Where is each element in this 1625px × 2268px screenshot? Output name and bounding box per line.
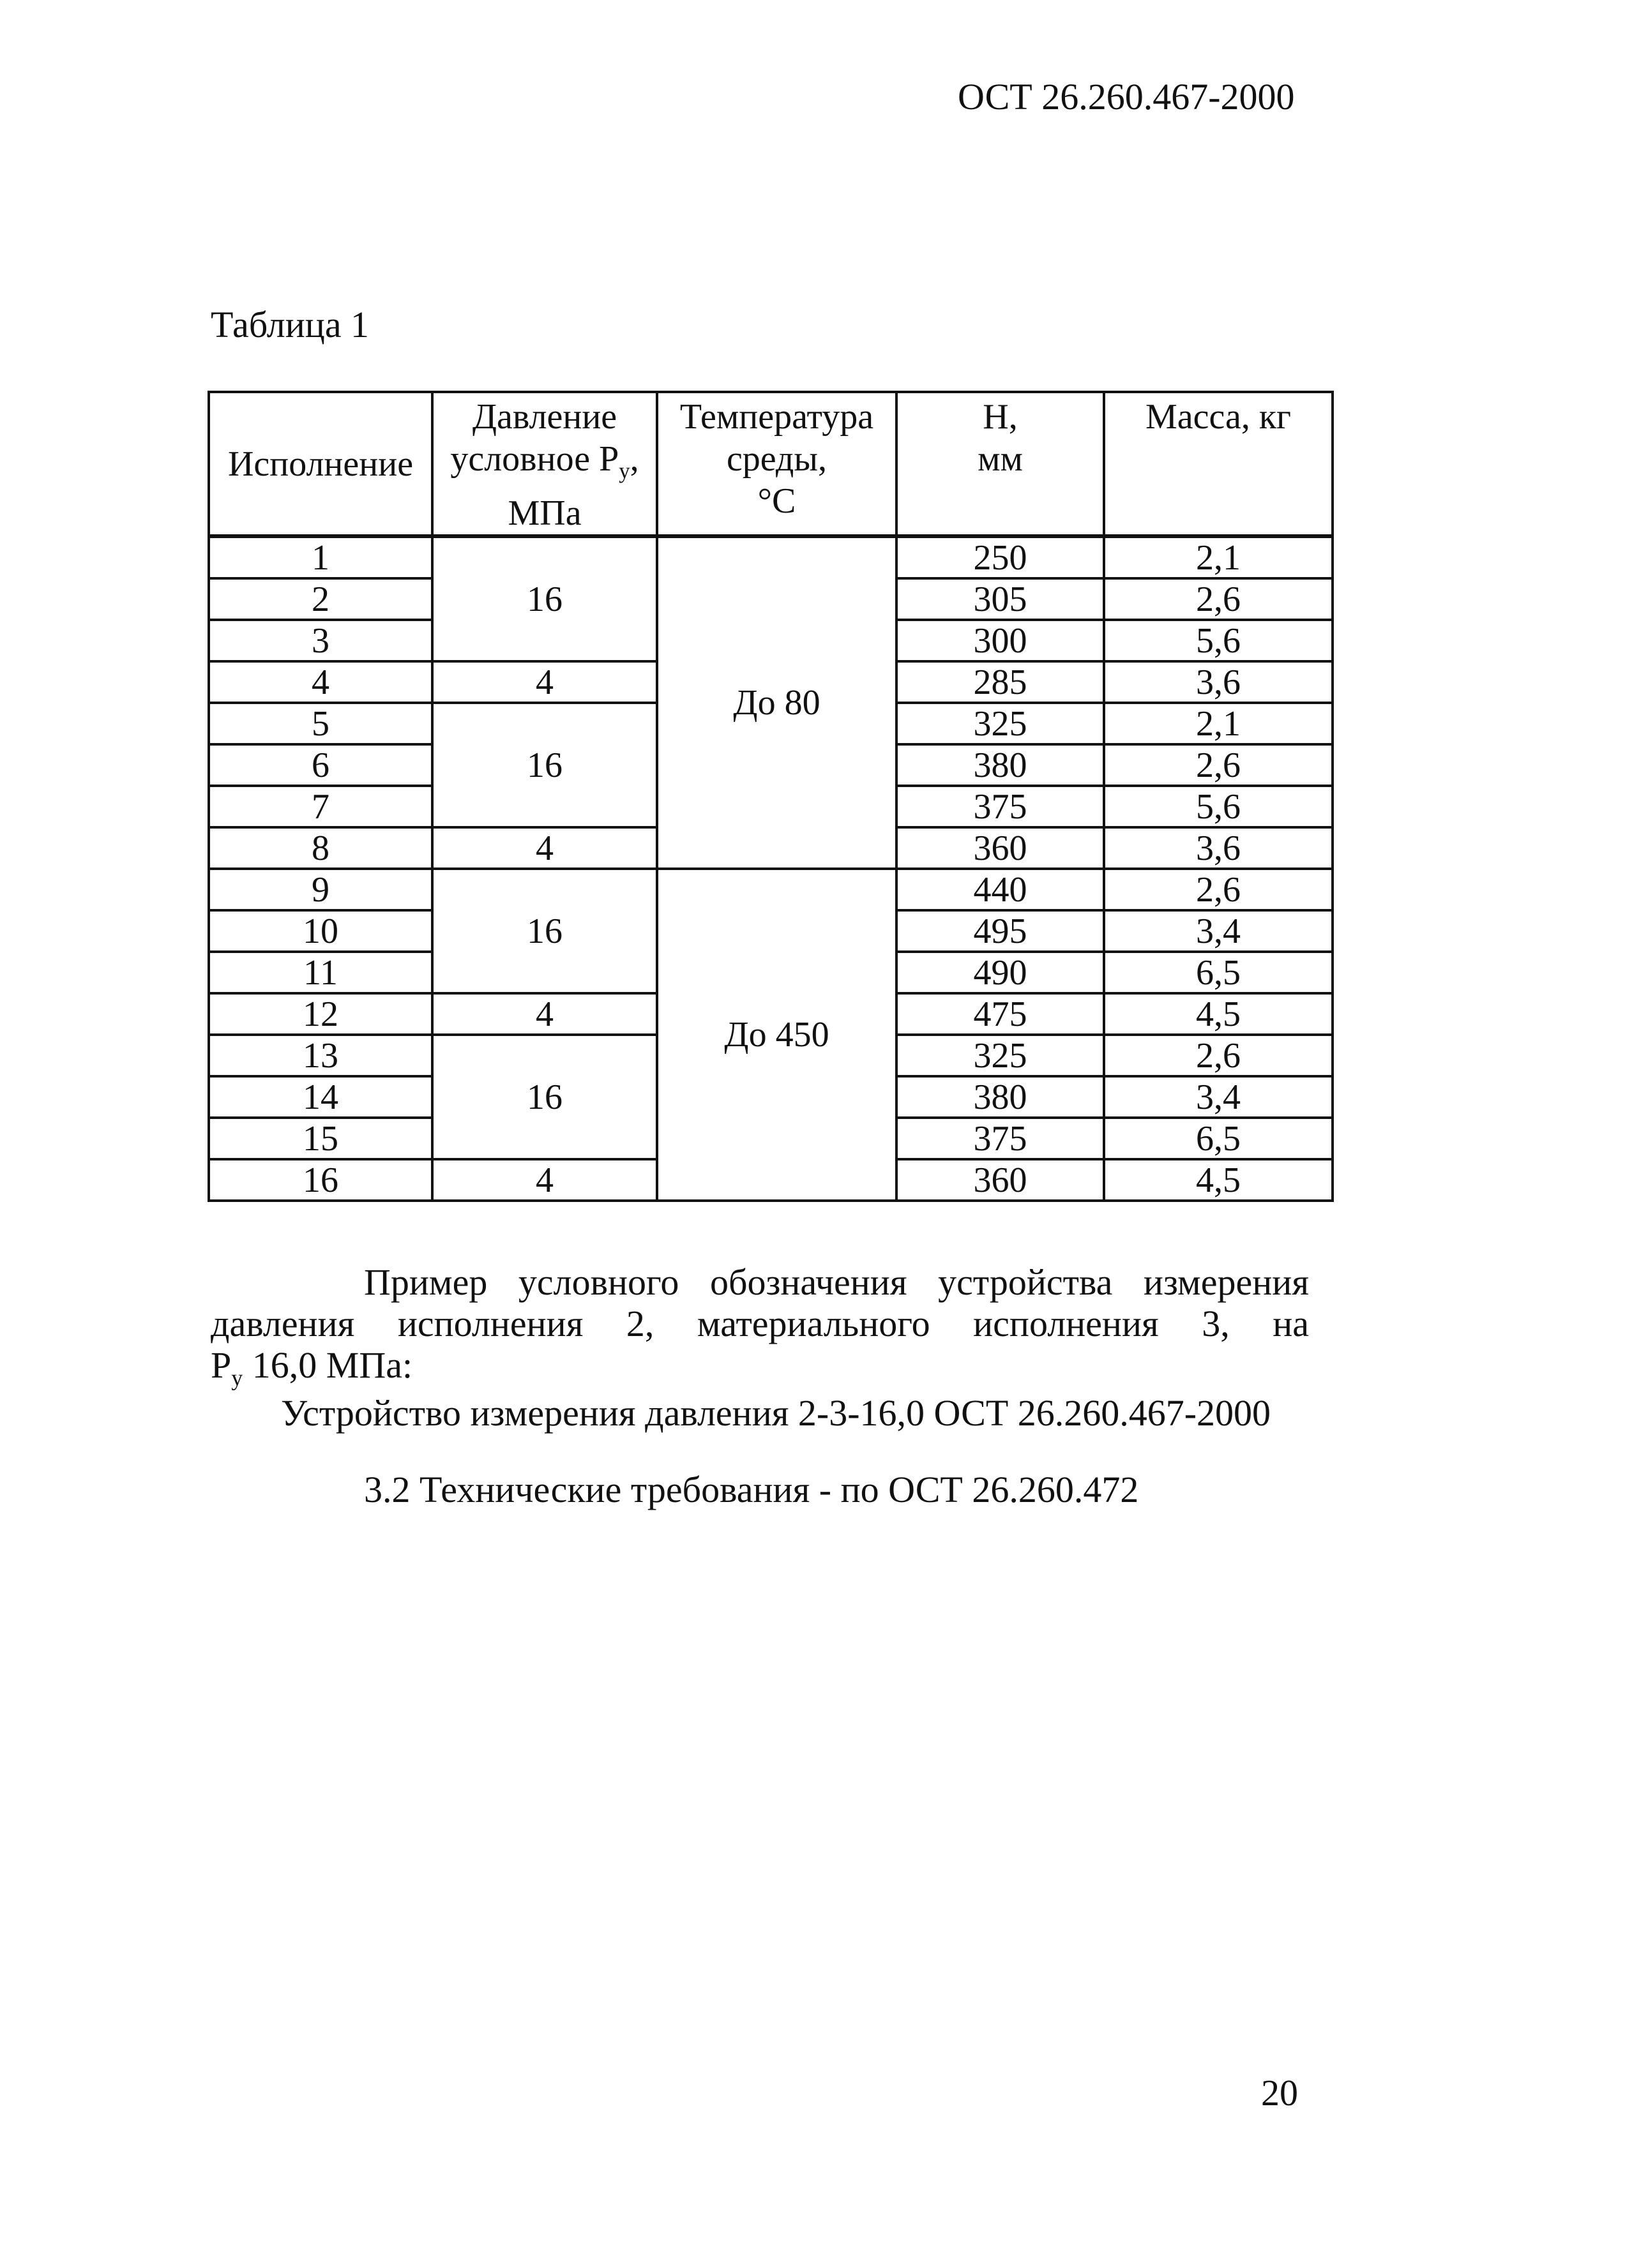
cell-pressure-group: 16 (432, 703, 657, 827)
cell-mass: 4,5 (1104, 993, 1333, 1035)
cell-mass: 6,5 (1104, 1118, 1333, 1159)
technical-requirements: 3.2 Технические требования - по ОСТ 26.260.472 (364, 1469, 1139, 1510)
cell-height: 440 (896, 869, 1104, 910)
cell-execution: 11 (209, 952, 432, 993)
cell-height: 325 (896, 1035, 1104, 1076)
table-caption: Таблица 1 (211, 304, 370, 345)
designation-example: Устройство измерения давления 2-3-16,0 ОСТ 26.260.467-2000 (281, 1392, 1271, 1434)
cell-execution: 7 (209, 786, 432, 827)
cell-pressure-group: 4 (432, 661, 657, 703)
cell-execution: 10 (209, 910, 432, 952)
cell-execution: 15 (209, 1118, 432, 1159)
cell-mass: 2,6 (1104, 1035, 1333, 1076)
cell-height: 360 (896, 1159, 1104, 1201)
cell-mass: 2,1 (1104, 536, 1333, 578)
cell-mass: 3,4 (1104, 1076, 1333, 1118)
cell-height: 325 (896, 703, 1104, 744)
example-text-line-1: Пример условного обозначения устройства измерения (364, 1261, 1309, 1303)
cell-execution: 8 (209, 827, 432, 869)
cell-execution: 12 (209, 993, 432, 1035)
table-header-row (209, 392, 1333, 536)
header-temperature: Температура среды, °С (657, 392, 896, 536)
cell-execution: 13 (209, 1035, 432, 1076)
page-number: 20 (1261, 2072, 1298, 2114)
cell-pressure-group: 16 (432, 536, 657, 661)
cell-execution: 14 (209, 1076, 432, 1118)
cell-height: 360 (896, 827, 1104, 869)
cell-execution: 4 (209, 661, 432, 703)
cell-mass: 5,6 (1104, 786, 1333, 827)
cell-mass: 6,5 (1104, 952, 1333, 993)
cell-execution: 9 (209, 869, 432, 910)
cell-mass: 4,5 (1104, 1159, 1333, 1201)
header-pressure: Давление условное $Р_у$, МПа (432, 392, 657, 536)
cell-height: 375 (896, 786, 1104, 827)
cell-mass: 2,6 (1104, 578, 1333, 620)
cell-height: 475 (896, 993, 1104, 1035)
example-text-line-2: давления исполнения 2, материального исполнения 3, на (211, 1303, 1309, 1344)
cell-height: 250 (896, 536, 1104, 578)
cell-execution: 16 (209, 1159, 432, 1201)
cell-mass: 2,6 (1104, 869, 1333, 910)
cell-height: 380 (896, 744, 1104, 786)
cell-mass: 3,6 (1104, 661, 1333, 703)
cell-height: 495 (896, 910, 1104, 952)
table-row (209, 869, 1333, 910)
cell-pressure-group: 4 (432, 827, 657, 869)
document-code: ОСТ 26.260.467-2000 (958, 76, 1295, 117)
cell-pressure-group: 16 (432, 1035, 657, 1159)
specification-table (208, 391, 1334, 1202)
header-execution: Исполнение (209, 392, 432, 536)
header-height: Н, мм (896, 392, 1104, 536)
cell-execution: 2 (209, 578, 432, 620)
cell-mass: 3,6 (1104, 827, 1333, 869)
cell-height: 285 (896, 661, 1104, 703)
cell-temperature-group: До 450 (657, 869, 896, 1201)
cell-mass: 3,4 (1104, 910, 1333, 952)
cell-height: 375 (896, 1118, 1104, 1159)
cell-execution: 5 (209, 703, 432, 744)
header-mass: Масса, кг (1104, 392, 1333, 536)
cell-height: 380 (896, 1076, 1104, 1118)
cell-pressure-group: 16 (432, 869, 657, 993)
example-text-line-3: $Р_у$ 16,0 МПа: (211, 1344, 413, 1391)
cell-execution: 1 (209, 536, 432, 578)
cell-height: 305 (896, 578, 1104, 620)
table-row (209, 536, 1333, 578)
cell-mass: 5,6 (1104, 620, 1333, 661)
cell-mass: 2,6 (1104, 744, 1333, 786)
cell-mass: 2,1 (1104, 703, 1333, 744)
cell-height: 300 (896, 620, 1104, 661)
cell-temperature-group: До 80 (657, 536, 896, 869)
cell-execution: 3 (209, 620, 432, 661)
cell-height: 490 (896, 952, 1104, 993)
cell-execution: 6 (209, 744, 432, 786)
cell-pressure-group: 4 (432, 993, 657, 1035)
cell-pressure-group: 4 (432, 1159, 657, 1201)
